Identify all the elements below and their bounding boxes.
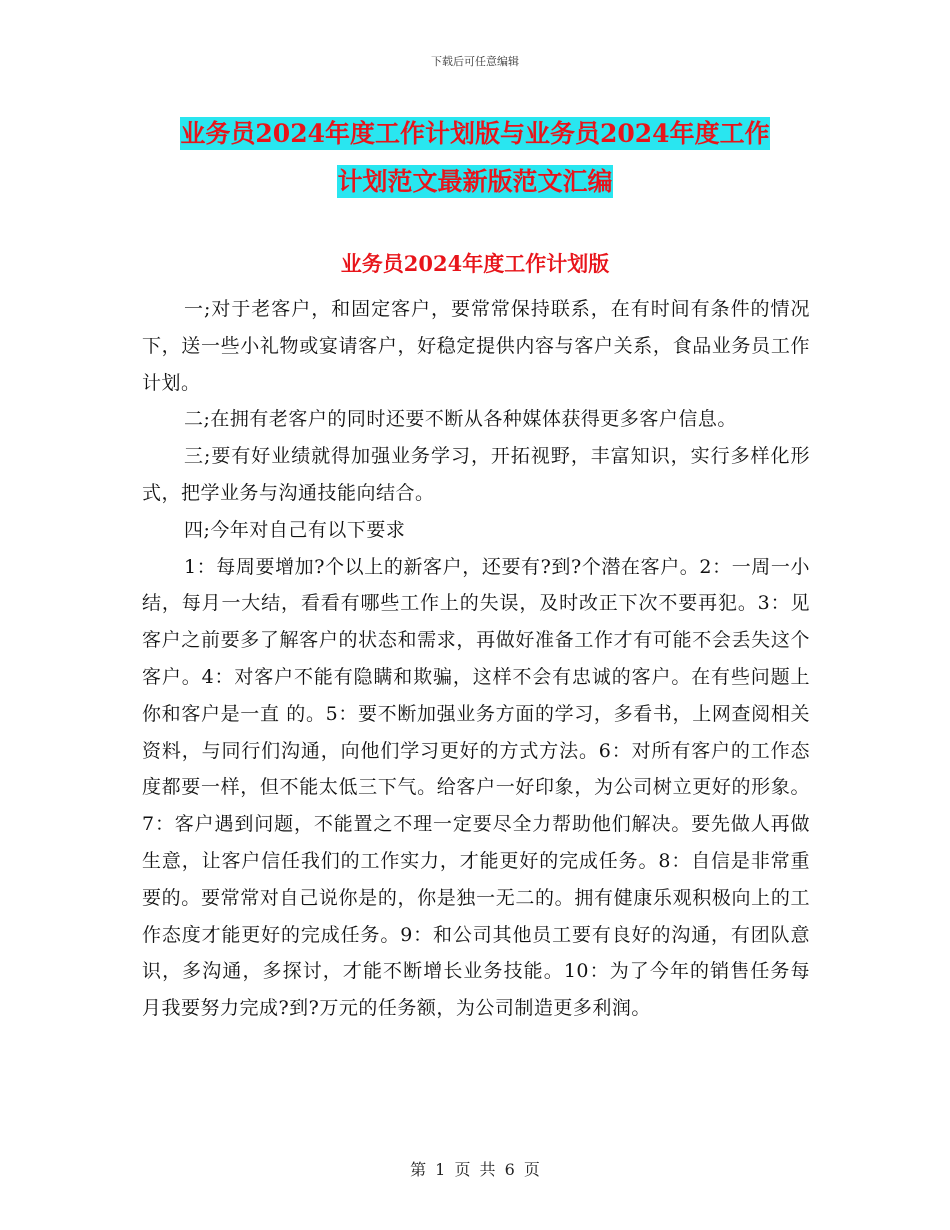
- paragraph: 四;今年对自己有以下要求: [184, 518, 406, 541]
- paragraph: 二;在拥有老客户的同时还要不断从各种媒体获得更多客户信息。: [184, 408, 737, 431]
- document-title-line2: 计划范文最新版范文汇编: [337, 167, 613, 196]
- page-number-footer: 第 1 页 共 6 页: [410, 1160, 540, 1179]
- document-title: [140, 110, 810, 206]
- body-text: [142, 291, 810, 1027]
- document-title-line1: 业务员2024年度工作计划版与业务员2024年度工作: [180, 119, 770, 148]
- section-title: 业务员2024年度工作计划版: [340, 251, 610, 276]
- paragraph: 1：每周要增加?个以上的新客户，还要有?到?个潜在客户。2：一周一小结，每月一大结，看看有哪些工作上的失误，及时改正下次不要再犯。3：见客户之前要多了解客户的状态和需求，再做好准备工作才有可能不会丢失这个客户。4：对客户不能有隐瞒和欺骗，这样不会有忠诚的客户。在有些问题上你和客户是一直 的。5：要不断加强业务方面的学习，多看书，上网查阅相关资料，与同行们沟通，向他们学习更好的方式方法。6：对所有客户的工作态度都要一样，但不能太低三下气。给客户一好印象，为公司树立更好的形象。7：客户遇到问题，不能置之不理一定要尽全力帮助他们解决。要先做人再做生意，让客户信任我们的工作实力，才能更好的完成任务。8：自信是非常重要的。要常常对自己说你是的，你是独一无二的。拥有健康乐观积极向上的工作态度才能更好的完成任务。9：和公司其他员工要有良好的沟通，有团队意识，多沟通，多探讨，才能不断增长业务技能。10：为了今年的销售任务每月我要努力完成?到?万元的任务额，为公司制造更多利润。: [142, 555, 810, 1020]
- paragraph: 三;要有好业绩就得加强业务学习，开拓视野，丰富知识，实行多样化形式，把学业务与沟通技能向结合。: [142, 445, 810, 504]
- header-note: 下载后可任意编辑: [431, 55, 519, 68]
- paragraph: 一;对于老客户，和固定客户，要常常保持联系，在有时间有条件的情况下，送一些小礼物或宴请客户，好稳定提供内容与客户关系，食品业务员工作计划。: [142, 298, 810, 394]
